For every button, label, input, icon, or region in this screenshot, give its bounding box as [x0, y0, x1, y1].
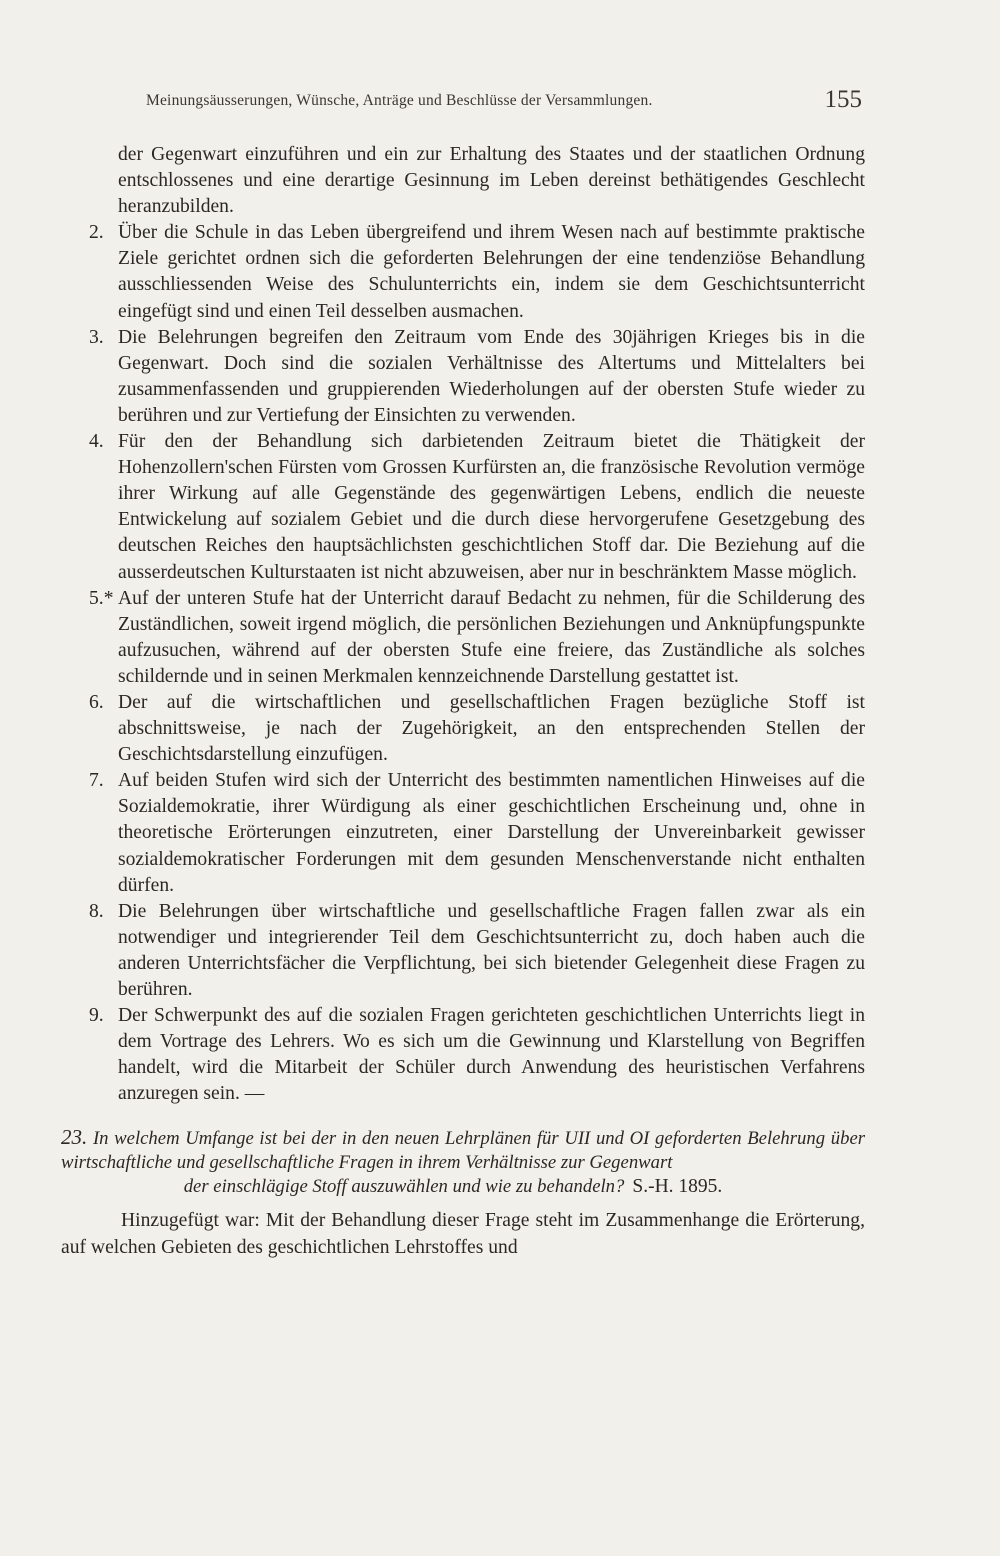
list-item — [75, 1003, 865, 1107]
list-item — [75, 768, 865, 898]
list-item — [75, 586, 865, 690]
item-number: 4. — [89, 431, 104, 453]
list-item — [75, 325, 865, 429]
item-text: der Gegenwart einzuführen und ein zur Erhaltung des Staates und der staatlichen Ordnung entschlossenes und eine derartige Gesinnung im Leben dereinst bethätigendes Geschlecht heranzubilden. — [118, 144, 865, 218]
item-number: 9. — [89, 1005, 104, 1027]
item-number: 8. — [89, 900, 104, 922]
page-number: 155 — [824, 86, 862, 113]
item-number: 5.* — [89, 587, 114, 609]
item-number: 7. — [89, 770, 104, 792]
list-item — [75, 899, 865, 1003]
item-text: Für den der Behandlung sich darbietenden Zeitraum bietet die Thätigkeit der Hohenzollern'schen Fürsten vom Grossen Kurfürsten an, die französische Revolution vermöge ihrer Wirkung auf alle Gegenstände des gegenwärtigen Lebens, endlich die neueste Entwickelung auf sozialem Gebiet und die durch diese hervorgerufene Gesetzgebung des deutschen Reiches den hauptsächlichsten geschichtlichen Stoff dar. Die Beziehung auf die ausserdeutschen Kulturstaaten ist nicht abzuweisen, aber nur in beschränktem Masse möglich. — [118, 431, 865, 583]
question-number: 23. — [61, 1125, 88, 1150]
list-item — [75, 429, 865, 586]
list-item — [75, 142, 865, 220]
running-title: Meinungsäusserungen, Wünsche, Anträge und Beschlüsse der Versammlungen. — [146, 92, 653, 109]
item-text: Auf beiden Stufen wird sich der Unterricht des bestimmten namentlichen Hinweises auf die Sozialdemokratie, ihrer Würdigung als einer geschichtlichen Erscheinung und, ohne in theoretische Erörterungen einzutreten, einer Darstellung der Unvereinbarkeit gewisser sozialdemokratischer Forderungen mit dem gesunden Menschenverstande nicht enthalten dürfen. — [118, 770, 865, 896]
list-item — [75, 690, 865, 768]
page-header — [146, 86, 864, 118]
item-number: 6. — [89, 691, 104, 713]
item-text: Über die Schule in das Leben übergreifend und ihrem Wesen nach auf bestimmte praktische Ziele gerichtet ordnen sich die geforderten Belehrungen der eine tendenziöse Behandlung ausschliessenden Weise des Schulunterrichts ein, indem sie dem Geschichtsunterricht eingefügt sind und einen Teil desselben ausmachen. — [118, 222, 865, 322]
question-heading — [61, 1125, 865, 1199]
question-source: S.-H. 1895. — [632, 1176, 723, 1198]
item-number: 2. — [89, 222, 104, 244]
question-last-line — [61, 1175, 865, 1199]
item-text: Auf der unteren Stufe hat der Unterricht darauf Bedacht zu nehmen, für die Schilderung des Zuständlichen, soweit irgend möglich, die persönlichen Beziehungen und Anknüpfungspunkte aufzusuchen, während auf der obersten Stufe eine freiere, das Zuständliche als solches schildernde und in seinen Merkmalen kennzeichnende Darstellung gestattet ist. — [118, 587, 865, 687]
list-item — [75, 220, 865, 324]
item-text: Die Belehrungen begreifen den Zeitraum vom Ende des 30jährigen Krieges bis in die Gegenwart. Doch sind die sozialen Verhältnisse des Altertums und Mittelalters bei zusammenfassenden und gruppierenden Wiederholungen auf der obersten Stufe wieder zu berühren und zur Vertiefung der Einsichten zu verwenden. — [118, 326, 865, 426]
question-text-last: der einschlägige Stoff auszuwählen und wie zu behandeln? — [183, 1176, 625, 1198]
closing-paragraph: Hinzugefügt war: Mit der Behandlung dieser Frage steht im Zusammenhange die Erörterung, auf welchen Gebieten des geschichtlichen Lehrstoffes und — [61, 1210, 865, 1258]
item-number: 3. — [89, 326, 104, 348]
item-text: Die Belehrungen über wirtschaftliche und gesellschaftliche Fragen fallen zwar als ein notwendiger und integrierender Teil dem Geschichtsunterricht zu, doch haben auch die anderen Unterrichtsfächer die Verpflichtung, bei sich bietender Gelegenheit diese Fragen zu berühren. — [118, 900, 865, 1000]
item-text: Der Schwerpunkt des auf die sozialen Fragen gerichteten geschichtlichen Unterrichts liegt in dem Vortrage des Lehrers. Wo es sich um die Gewinnung und Klarstellung von Begriffen handelt, wird die Mitarbeit der Schüler durch Anwendung des heuristischen Verfahrens anzuregen sein. — — [118, 1005, 865, 1105]
page-body — [61, 142, 866, 1261]
question-text: In welchem Umfange ist bei der in den neuen Lehrplänen für UII und OI geforderten Belehrung über wirtschaftliche und gesellschaftliche Fragen in ihrem Verhältnisse zur Gegenwart — [61, 1128, 866, 1174]
item-text: Der auf die wirtschaftlichen und gesellschaftlichen Fragen bezügliche Stoff ist abschnittsweise, je nach der Zugehörigkeit, an den entsprechenden Stellen der Geschichtsdarstellung einzufügen. — [118, 691, 865, 766]
